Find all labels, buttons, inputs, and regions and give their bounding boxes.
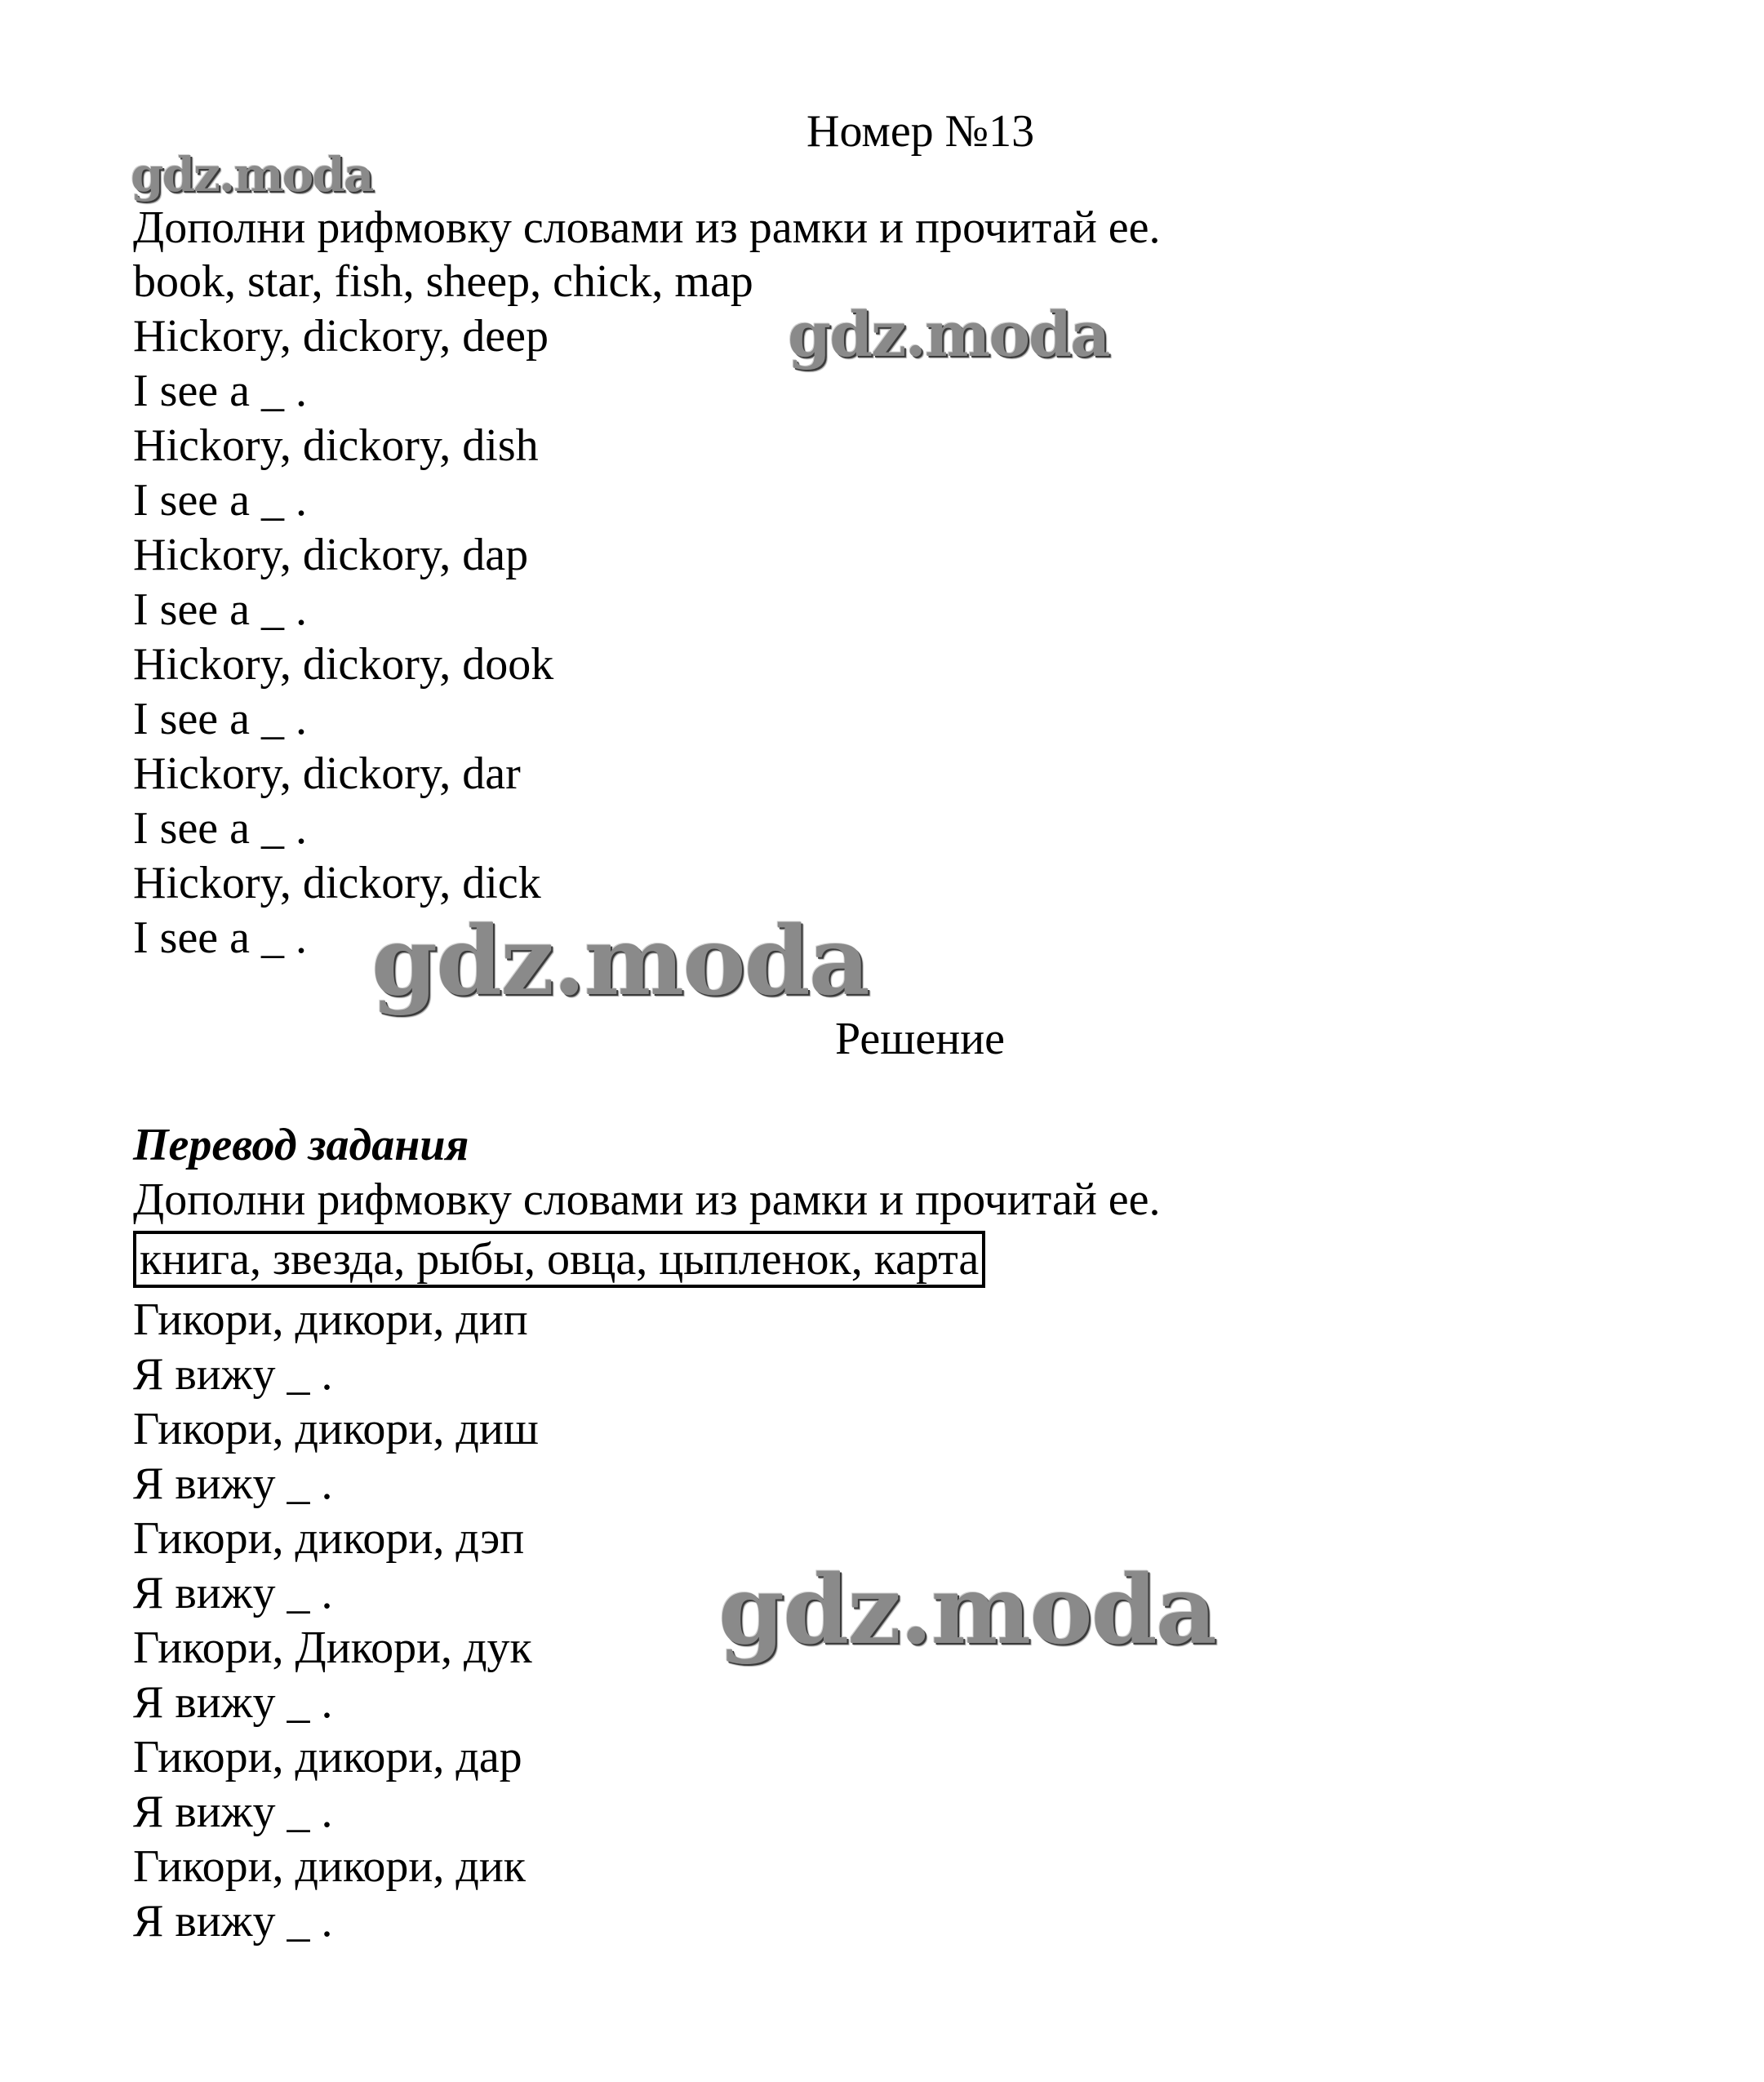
- rhyme-line: Hickory, dickory, deep: [133, 311, 549, 362]
- translation-line: Гикори, Дикори, дук: [133, 1623, 532, 1673]
- rhyme-line: I see a _ .: [133, 803, 308, 854]
- translation-line: Гикори, дикори, дип: [133, 1294, 528, 1345]
- watermark-logo: gdz.moda: [788, 298, 1109, 371]
- rhyme-line: Hickory, dickory, dar: [133, 748, 521, 799]
- translation-line: Гикори, дикори, дэп: [133, 1513, 525, 1564]
- translation-line: Я вижу _ .: [133, 1349, 333, 1400]
- watermark-logo: gdz.moda: [371, 906, 869, 1017]
- rhyme-line: I see a _ .: [133, 584, 308, 635]
- task-word-box: book, star, fish, sheep, chick, map: [133, 256, 753, 307]
- rhyme-line: Hickory, dickory, dick: [133, 858, 541, 908]
- translation-line: Я вижу _ .: [133, 1568, 333, 1618]
- translation-line: Я вижу _ .: [133, 1787, 333, 1837]
- translation-word-box: книга, звезда, рыбы, овца, цыпленок, карта: [133, 1231, 985, 1288]
- translation-line: Гикори, дикори, дар: [133, 1732, 522, 1782]
- rhyme-line: Hickory, dickory, dish: [133, 420, 539, 471]
- rhyme-line: Hickory, dickory, dook: [133, 639, 554, 690]
- rhyme-line: I see a _ .: [133, 475, 308, 526]
- translation-heading: Перевод задания: [133, 1120, 469, 1170]
- task-instruction: Дополни рифмовку словами из рамки и прочитай ее.: [133, 202, 1161, 253]
- translation-line: Я вижу _ .: [133, 1458, 333, 1509]
- rhyme-line: I see a _ .: [133, 912, 308, 963]
- translation-line: Я вижу _ .: [133, 1677, 333, 1728]
- translation-line: Гикори, дикори, дик: [133, 1841, 527, 1892]
- page-title: Номер №13: [806, 106, 1035, 157]
- rhyme-line: I see a _ .: [133, 366, 308, 416]
- solution-heading: Решение: [835, 1014, 1006, 1064]
- translation-line: Я вижу _ .: [133, 1896, 333, 1947]
- translation-line: Гикори, дикори, диш: [133, 1404, 539, 1454]
- rhyme-line: I see a _ .: [133, 694, 308, 744]
- rhyme-line: Hickory, dickory, dap: [133, 530, 529, 580]
- watermark-logo: gdz.moda: [718, 1555, 1215, 1666]
- watermark-logo: gdz.moda: [131, 147, 373, 202]
- translation-instruction: Дополни рифмовку словами из рамки и прочитай ее.: [133, 1174, 1161, 1225]
